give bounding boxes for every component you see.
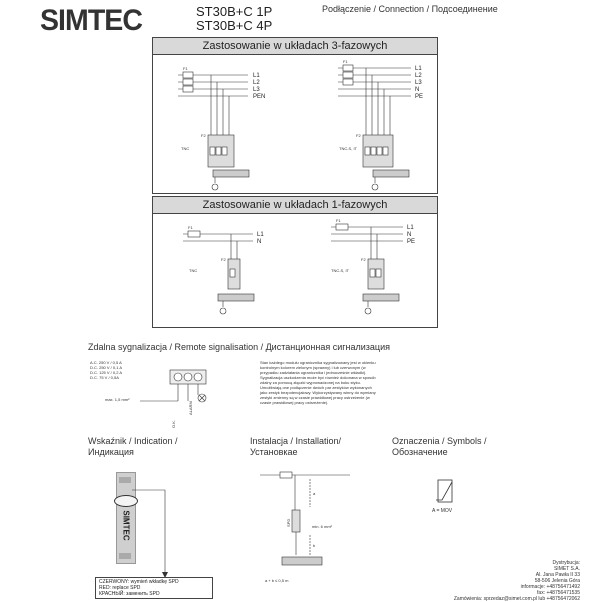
remote-rating-3: D.C. 75 V / 0,5A bbox=[90, 375, 119, 380]
footer-line-4: informacje: +48756471492 bbox=[520, 584, 580, 590]
remote-cable: max. 1,5 mm² bbox=[105, 397, 130, 402]
single-phase-panel bbox=[152, 196, 438, 328]
tp-left-line-2: L3 bbox=[253, 87, 260, 93]
footer-line-0: Dystrybucja: bbox=[552, 560, 580, 566]
tp-left-spd: F2 bbox=[201, 133, 206, 138]
three-phase-panel bbox=[152, 37, 438, 194]
tp-left-line-3: PEN bbox=[253, 94, 266, 100]
legend-line-1: RED: replace SPD bbox=[99, 585, 141, 591]
remote-title: Zdalna sygnalizacja / Remote signalisation / Дистанционная сигнализация bbox=[88, 342, 390, 352]
sp-left-line-0: L1 bbox=[257, 232, 264, 238]
single-phase-diagram bbox=[153, 214, 437, 327]
tp-right-system: TNC-S, IT bbox=[339, 146, 357, 151]
sp-left-fuse: F1 bbox=[188, 225, 193, 230]
three-phase-title: Zastosowanie w układach 3-fazowych bbox=[153, 38, 437, 55]
installation-title: Instalacja / Installation/ bbox=[250, 436, 342, 446]
remote-rating-2: D.C. 125 V / 0,2 A bbox=[90, 370, 123, 375]
tp-left-system: TNC bbox=[181, 146, 190, 151]
tp-right-fuse: F1 bbox=[343, 59, 348, 64]
module-top-clip bbox=[119, 477, 131, 483]
remote-label-ok: O.K. bbox=[171, 419, 176, 428]
legend-line-2: КРАСНЫЙ: заменить SPD bbox=[99, 591, 160, 597]
tp-right-line-3: N bbox=[415, 87, 420, 93]
sp-left-system: TNC bbox=[189, 268, 198, 273]
sp-right-line-0: L1 bbox=[407, 225, 414, 231]
three-phase-left-circuit bbox=[178, 72, 249, 190]
footer bbox=[454, 560, 580, 602]
sp-right-system: TNC-S, IT bbox=[331, 268, 349, 273]
footer-line-3: 58-506 Jelenia Góra bbox=[534, 578, 580, 584]
tp-right-line-0: L1 bbox=[415, 66, 422, 72]
sp-right-spd: F2 bbox=[361, 257, 366, 262]
install-cable: min. 6 mm² bbox=[312, 524, 332, 529]
simtec-logo: SIMTEC bbox=[40, 4, 142, 37]
module-brand: SIMTEC bbox=[121, 510, 131, 541]
footer-line-1: SIMET S.A. bbox=[553, 566, 580, 572]
installation-diagram bbox=[250, 465, 360, 585]
remote-description: Stan każdego modułu ogranicznika sygnalizowany jest w okienku kontrolnym kolorem zielonym (sprawny) i lub czerwonym (w przypadku zadziałania ogranicznika i jednocześnie wkładki). Sygnalizacja uszkodzenia może być również dokonana w sposób zdalny za pomocą złączki wyprowadzonej na boku styku. Umożliwiają one podłączenie dwóch par zestyków wykonanych jako zestyk bezpotencjałowy. Wykorzystywany winny do wymiany zestyki zmienny są w czasie prawidłowej pracy ostrzeżenie (w czasie prawidłowej pracy ostrzeżenie). bbox=[260, 360, 376, 405]
remote-label-alarm: ALARM bbox=[188, 401, 193, 415]
tp-right-line-1: L2 bbox=[415, 73, 422, 79]
tp-left-line-1: L2 bbox=[253, 80, 260, 86]
footer-line-6: Zamówienia: sprzedaz@simet.com.pl lub +48756472062 bbox=[453, 596, 580, 602]
remote-rating-1: D.C. 250 V / 0,1 A bbox=[90, 365, 123, 370]
three-phase-diagram bbox=[153, 55, 437, 193]
tp-left-fuse: F1 bbox=[183, 66, 188, 71]
install-label-spd: SPD bbox=[286, 518, 291, 527]
sp-right-line-1: N bbox=[407, 232, 412, 238]
indication-title: Wskaźnik / Indication / bbox=[88, 436, 178, 446]
sp-right-fuse: F1 bbox=[336, 218, 341, 223]
sp-left-line-1: N bbox=[257, 239, 262, 245]
connection-title: Podłączenie / Connection / Подсоединение bbox=[322, 4, 498, 14]
model-4p: ST30B+C 4P bbox=[196, 18, 273, 33]
symbols-title2: Обозначение bbox=[392, 447, 448, 457]
install-label-a: a bbox=[313, 491, 316, 496]
model-1p: ST30B+C 1P bbox=[196, 4, 273, 19]
indication-leader bbox=[120, 490, 180, 580]
symbols-caption: A = MOV bbox=[432, 508, 453, 514]
tp-right-line-4: PE bbox=[415, 94, 424, 100]
install-label-b: b bbox=[313, 543, 316, 548]
indication-legend bbox=[95, 577, 213, 599]
footer-line-2: Al. Jana Pawła II 33 bbox=[535, 572, 580, 578]
single-phase-title: Zastosowanie w układach 1-fazowych bbox=[153, 197, 437, 214]
tp-right-spd: F2 bbox=[356, 133, 361, 138]
remote-rating-0: A.C. 250 V / 0,5 A bbox=[90, 360, 122, 365]
indication-title2: Индикация bbox=[88, 447, 134, 457]
symbols-title: Oznaczenia / Symbols / bbox=[392, 436, 487, 446]
three-phase-right-circuit bbox=[338, 65, 411, 190]
legend-line-0: CZERWONY: wymień wkładkę SPD bbox=[99, 579, 179, 585]
remote-terminal-diagram bbox=[100, 365, 220, 428]
footer-line-5: fax: +48756471535 bbox=[537, 590, 580, 596]
installation-title2: Установкае bbox=[250, 447, 298, 457]
sp-left-spd: F2 bbox=[221, 257, 226, 262]
install-formula: a + b ≤ 0,5 m bbox=[265, 578, 289, 583]
tp-right-line-2: L3 bbox=[415, 80, 422, 86]
sp-right-line-2: PE bbox=[407, 239, 416, 245]
tp-left-line-0: L1 bbox=[253, 73, 260, 79]
